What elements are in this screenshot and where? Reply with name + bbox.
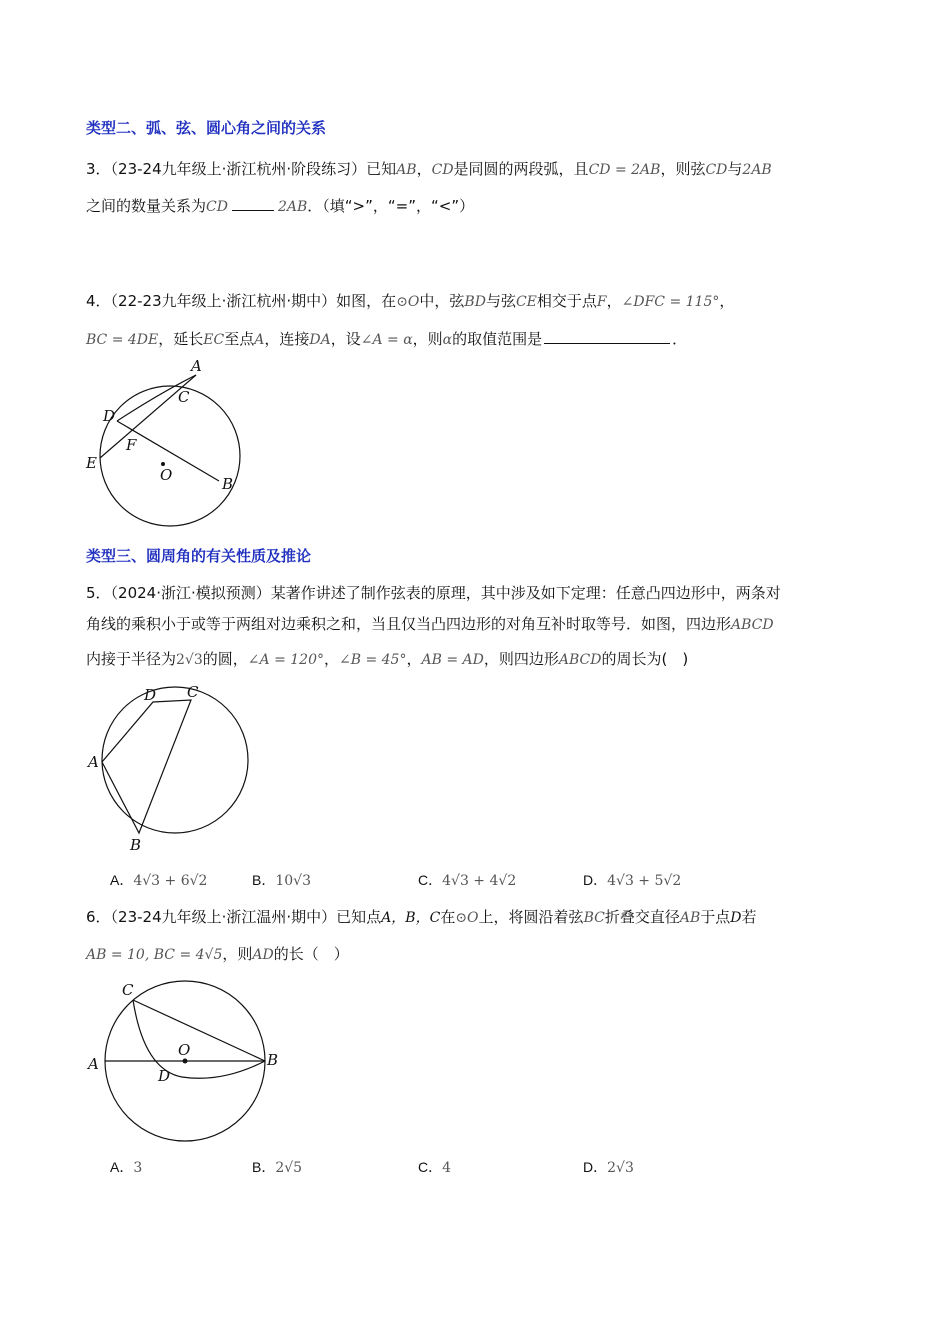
label-o: O	[160, 466, 173, 484]
question-6-line-1	[86, 906, 757, 929]
label-a: A	[191, 357, 202, 375]
math-ad: AD	[252, 947, 274, 963]
text: 已知	[366, 160, 397, 178]
text: 的圆，	[202, 650, 248, 668]
math-abcd: ABCD	[731, 617, 774, 633]
q5-option-d[interactable]	[583, 870, 681, 890]
text: 如图，在	[336, 292, 397, 310]
text: 已知点	[336, 908, 382, 926]
math-arc-ab: AB	[396, 162, 417, 178]
label-a: A	[88, 1055, 99, 1073]
math-da: DA	[309, 332, 331, 348]
text: ，	[719, 292, 735, 310]
math-ec: EC	[203, 332, 225, 348]
question-5-line-1	[86, 582, 781, 604]
label-a: A	[88, 753, 99, 771]
label-o: O	[178, 1041, 191, 1059]
option-value: 3	[133, 1160, 143, 1176]
option-label: B．	[252, 872, 276, 888]
q5-option-a[interactable]	[110, 870, 207, 890]
math-chord-cd: CD	[705, 162, 728, 178]
text: ，	[406, 650, 422, 668]
question-5-line-3	[86, 648, 688, 671]
label-d: D	[144, 686, 157, 704]
math-given: AB = 10, BC = 4√5	[86, 947, 223, 963]
circle-o	[100, 386, 240, 526]
text: ，连接	[264, 330, 310, 348]
math-ab-ad: AB = AD	[421, 652, 484, 668]
text: 角线的乘积小于或等于两组对边乘积之和，当且仅当凸四边形的对角互补时取等号．如图，四边形	[86, 615, 732, 633]
math-angle-dfc: ∠DFC = 115°	[621, 294, 720, 310]
q6-option-a[interactable]	[110, 1157, 142, 1177]
text: 是同圆的两段弧，且	[453, 160, 589, 178]
option-label: C．	[418, 1159, 443, 1175]
question-number: 6．	[86, 908, 111, 926]
figure-q5	[82, 680, 257, 855]
option-value: 2√5	[275, 1160, 303, 1176]
text: 折叠交直径	[604, 908, 680, 926]
math-2ab: 2AB	[277, 199, 308, 215]
math-bc: BC	[583, 910, 605, 926]
question-4-line-2	[86, 328, 687, 351]
text: ，	[606, 292, 622, 310]
text: 与弦	[485, 292, 516, 310]
question-source: （22-23九年级上·浙江杭州·期中）	[110, 292, 337, 310]
text: 中，弦	[419, 292, 465, 310]
math-ab: AB	[679, 910, 701, 926]
label-d: D	[103, 407, 116, 425]
math-angle-a: ∠A = α	[360, 332, 413, 348]
figure-q4	[80, 355, 250, 530]
question-number: 4．	[86, 292, 111, 310]
question-6-line-2	[86, 943, 349, 966]
text: ，则	[222, 945, 253, 963]
text: 的周长为( )	[601, 650, 689, 668]
text: 某著作讲述了制作弦表的原理，其中涉及如下定理：任意凸四边形中，两条对	[270, 584, 781, 602]
text: 于点	[700, 908, 731, 926]
math-ce: CE	[515, 294, 537, 310]
question-4-line-1	[86, 290, 734, 313]
label-c: C	[187, 683, 199, 701]
label-e: E	[86, 454, 97, 472]
question-3-line-1	[86, 158, 772, 181]
section-heading-type2: 类型二、弧、弦、圆心角之间的关系	[86, 119, 327, 137]
option-label: C．	[418, 872, 443, 888]
math-d: D	[730, 910, 742, 926]
text: 的取值范围是	[452, 330, 543, 348]
figure-q6	[82, 975, 282, 1155]
option-label: A．	[110, 872, 134, 888]
label-f: F	[126, 436, 137, 454]
q5-option-b[interactable]	[252, 870, 311, 890]
question-source: （23-24九年级上·浙江温州·期中）	[110, 908, 337, 926]
math-2ab: 2AB	[742, 162, 772, 178]
label-b: B	[222, 475, 234, 493]
math-abcd: ABCD	[558, 652, 602, 668]
answer-blank[interactable]	[544, 329, 670, 344]
text: 若	[741, 908, 757, 926]
option-label: A．	[110, 1159, 134, 1175]
math-alpha: α	[442, 332, 453, 348]
math-angle-a: ∠A = 120°	[247, 652, 324, 668]
quadrilateral-abcd	[102, 700, 191, 833]
q5-option-c[interactable]	[418, 870, 516, 890]
text: ，则四边形	[483, 650, 559, 668]
text: 上，将圆沿着弦	[478, 908, 584, 926]
question-number: 5．	[86, 584, 111, 602]
center-point	[183, 1059, 188, 1064]
option-value: 10√3	[275, 873, 311, 889]
section-heading-type3: 类型三、圆周角的有关性质及推论	[86, 547, 312, 565]
math-angle-b: ∠B = 45°	[339, 652, 407, 668]
label-b: B	[130, 836, 142, 854]
option-label: D．	[583, 872, 608, 888]
question-source: （2024·浙江·模拟预测）	[110, 584, 271, 602]
text: 与	[727, 160, 743, 178]
circle	[102, 687, 248, 833]
label-d: D	[158, 1067, 171, 1085]
math-circle-o: ⊙O	[455, 910, 479, 926]
math-bd: BD	[464, 294, 486, 310]
text: ，延长	[158, 330, 204, 348]
math-radius: 2√3	[176, 652, 203, 668]
question-5-line-2	[86, 613, 774, 636]
math-a: A	[254, 332, 265, 348]
text: ，设	[330, 330, 361, 348]
text: ．	[672, 330, 688, 348]
text: ，则弦	[660, 160, 706, 178]
folded-arc	[133, 1000, 265, 1078]
option-label: B．	[252, 1159, 276, 1175]
text: 至点	[224, 330, 255, 348]
math-arc-equation: CD = 2AB	[588, 162, 661, 178]
math-cd: CD	[206, 199, 228, 215]
text: ，	[416, 160, 432, 178]
option-value: 4√3 + 4√2	[442, 873, 517, 889]
question-source: （23-24九年级上·浙江杭州·阶段练习）	[110, 160, 367, 178]
option-label: D．	[583, 1159, 608, 1175]
label-c: C	[122, 981, 134, 999]
label-b: B	[267, 1051, 279, 1069]
label-c: C	[178, 388, 190, 406]
answer-blank[interactable]	[232, 196, 274, 211]
math-f: F	[596, 294, 607, 310]
text: 相交于点	[536, 292, 597, 310]
option-value: 4√3 + 5√2	[607, 873, 682, 889]
text: 在	[440, 908, 456, 926]
text: 内接于半径为	[86, 650, 177, 668]
math-circle-o: ⊙O	[396, 294, 420, 310]
question-3-line-2	[86, 195, 474, 218]
math-abc: A，B，C	[381, 910, 441, 926]
q6-option-b[interactable]	[252, 1157, 302, 1177]
option-value: 2√3	[607, 1160, 634, 1176]
q6-option-d[interactable]	[583, 1157, 634, 1177]
text: ，则	[412, 330, 443, 348]
option-value: 4√3 + 6√2	[133, 873, 208, 889]
math-arc-cd: CD	[431, 162, 454, 178]
math-arc-relation: BC = 4DE	[86, 332, 159, 348]
text: ．（填“>”，“=”，“<”）	[307, 197, 475, 215]
text: ，	[323, 650, 339, 668]
option-value: 4	[442, 1160, 452, 1176]
text: 的长（ ）	[273, 945, 349, 963]
q6-option-c[interactable]	[418, 1157, 451, 1177]
text: 之间的数量关系为	[86, 197, 207, 215]
question-number: 3．	[86, 160, 111, 178]
